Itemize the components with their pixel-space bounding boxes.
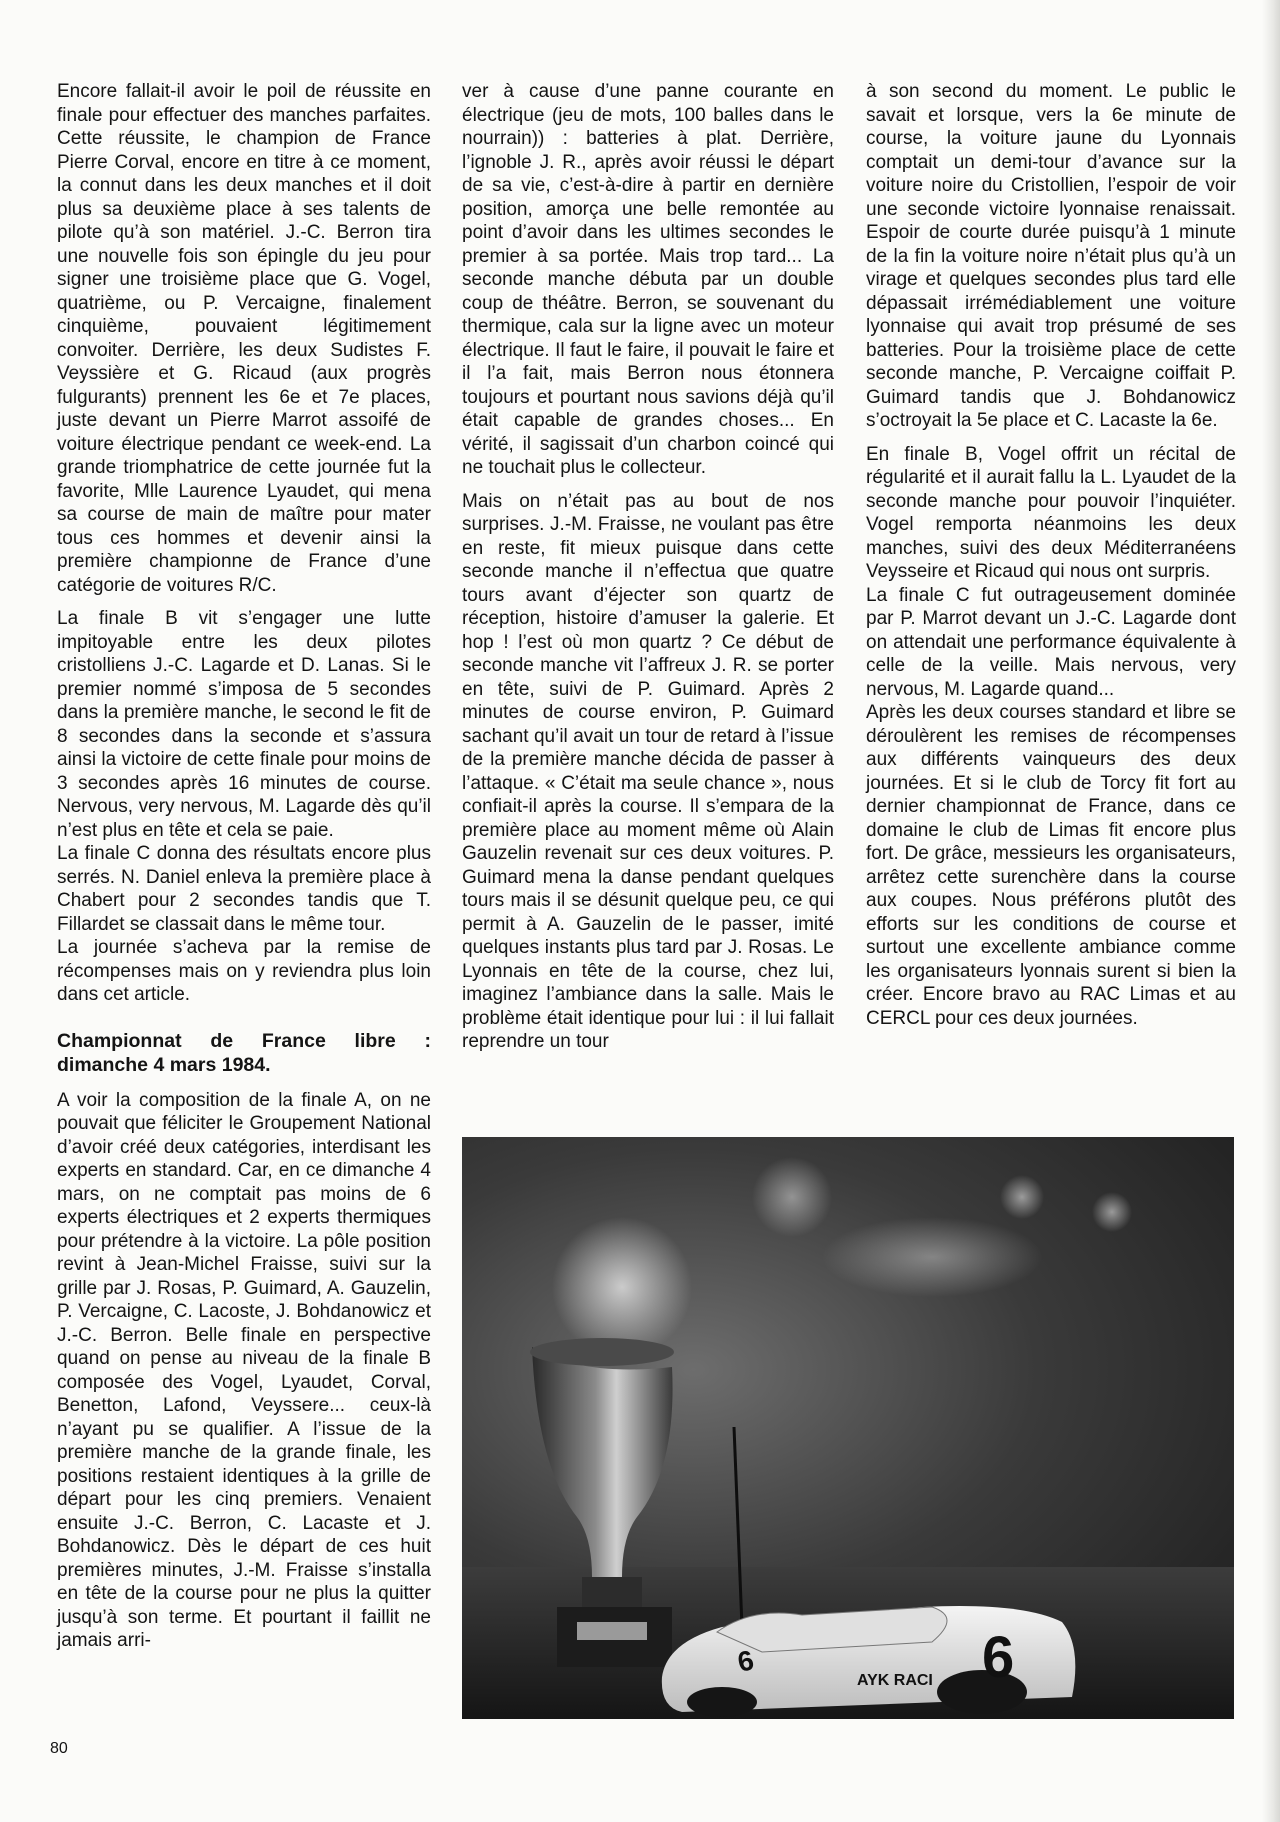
photo-illustration [462, 1137, 1234, 1719]
trophy-and-rc-car-photo [462, 1137, 1234, 1719]
paragraph: A voir la composition de la finale A, on ne pouvait que féliciter le Groupement National d’avoir créé deux catégories, interdisant les experts en standard. Car, en ce dimanche 4 mars, on ne comptait pas moins de 6 experts électriques et 2 experts thermiques pour prétendre à la victoire. La pôle position revint à Jean-Michel Fraisse, suivi sur la grille par J. Rosas, P. Guimard, A. Gauzelin, P. Vercaigne, C. Lacoste, J. Bohdanowicz et J.-C. Berron. Belle finale en perspective quand on pense au niveau de la finale B composée des Vogel, Lyaudet, Corval, Benetton, Lafond, Veyssere... ceux-là n’ayant pu se qualifier. A l’issue de la première manche de la grande finale, les positions restaient identiques à la grille de départ pour les cinq premiers. Venaient ensuite J.-C. Berron, C. Lacaste et J. Bohdanowicz. Dès le départ de ces huit premières minutes, J.-M. Fraisse s’installa en tête de la course pour ne plus la quitter jusqu’à son terme. Et pourtant il faillit ne jamais arri- [57, 1089, 431, 1651]
page-number: 80 [50, 1740, 68, 1757]
car-number-front: 6 [734, 1644, 757, 1678]
paragraph: En finale B, Vogel offrit un récital de régularité et il aurait fallu la L. Lyaudet de la seconde manche pour pouvoir l’inquiéter. Vogel remporta néanmoins les deux manches, suivi des deux Méditerranéens Veysseire et Ricaud qui nous ont surpris. [866, 443, 1236, 582]
paragraph: Mais on n’était pas au bout de nos surprises. J.-M. Fraisse, ne voulant pas être en reste, fit mieux puisque dans cette seconde manche il n’effectua que quatre tours avant d’éjecter son quartz de réception, histoire d’amuser la galerie. Et hop ! l’est où mon quartz ? Ce début de seconde manche vit l’affreux J. R. se porter en tête, suivi de P. Guimard. Après 2 minutes de course environ, P. Guimard sachant qu’il avait un tour de retard à l’issue de la première manche décida de passer à l’attaque. « C’était ma seule chance », nous confiait-il après la course. Il s’empara de la première place au moment même où Alain Gauzelin revenait sur ces deux voitures. P. Guimard mena la danse pendant quelques tours mais il se désunit quelque peu, ce qui permit à A. Gauzelin de le passer, imité quelques instants plus tard par J. Rosas. Le Lyonnais en tête de la course, chez lui, imaginez l’ambiance dans la salle. Mais le problème était identique pour lui : il lui fallait reprendre un tour [462, 490, 834, 1052]
paragraph: La finale B vit s’engager une lutte impitoyable entre les deux pilotes cristolliens J.-C. Lagarde et D. Lanas. Si le premier nommé s’imposa de 5 secondes dans la première manche, le second le fit de 8 secondes dans la seconde et s’assura ainsi la victoire de cette finale pour moins de 3 secondes après 16 minutes de course. Nervous, very nervous, M. Lagarde dès qu’il n’est plus en tête et cela se paie. [57, 608, 431, 841]
paragraph: La finale C donna des résultats encore plus serrés. N. Daniel enleva la première place à Chabert pour 2 secondes tandis que T. Fillardet se classait dans le même tour. [57, 843, 431, 935]
paragraph: Après les deux courses standard et libre se déroulèrent les remises de récompenses aux différents vainqueurs des deux journées. Et si le club de Torcy fit fort au dernier championnat de France, dans ce domaine le club de Limas fit encore plus fort. De grâce, messieurs les organisateurs, arrêtez cette surenchère dans la course aux coupes. Nous préférons plutôt des efforts sur les conditions de course et surtout une excellente ambiance comme les organisateurs lyonnais surent si bien la créer. Encore bravo au RAC Limas et au CERCL pour ces deux journées. [866, 702, 1236, 1029]
car-number-side: 6 [982, 1625, 1015, 1690]
section-heading: Championnat de France libre : dimanche 4 mars 1984. [57, 1029, 431, 1076]
car-sponsor-text: AYK RACI [857, 1672, 933, 1689]
bokeh-light [1000, 1175, 1044, 1219]
trophy-plaque [577, 1622, 647, 1640]
page-edge-shadow [1262, 0, 1280, 1822]
trophy-rim [530, 1338, 674, 1366]
paragraph: à son second du moment. Le public le savait et lorsque, vers la 6e minute de course, la voiture jaune du Lyonnais comptait un demi-tour d’avance sur la voiture noire du Cristollien, l’espoir de voir une seconde victoire lyonnaise renaissait. Espoir de courte durée puisqu’à 1 minute de la fin la voiture noire n’était plus qu’à un virage et quelques secondes plus tard elle dépassait irrémédiablement une voiture lyonnaise qui avait trop présumé de ses batteries. Pour la troisième place de cette seconde manche, P. Vercaigne coiffait P. Guimard tandis que J. Bohdanowicz s’octroyait la 5e place et C. Lacaste la 6e. [866, 81, 1236, 431]
paragraph: La finale C fut outrageusement dominée par P. Marrot devant un J.-C. Lagarde dont on attendait une performance équivalente à celle de la veille. Mais nervous, very nervous, M. Lagarde quand... [866, 584, 1236, 700]
paragraph: La journée s’acheva par la remise de récompenses mais on y reviendra plus loin dans cet article. [57, 937, 431, 1005]
bokeh-light [552, 1217, 692, 1357]
paragraph: ver à cause d’une panne courante en électrique (jeu de mots, 100 balles dans le nourrain)) : batteries à plat. Derrière, l’ignoble J. R., après avoir réussi le départ de sa vie, c’est-à-dire à partir en dernière position, amorça une belle remontée au point d’avoir dans les ultimes secondes le premier à sa portée. Mais trop tard... La seconde manche débuta par un double coup de théâtre. Berron, se souvenant du thermique, cala sur la ligne avec un moteur électrique. Il faut le faire, il pouvait le faire et il l’a fait, mais Berron nous étonnera toujours et pourtant nous savions déjà qu’il était capable de grandes choses... En vérité, il sagissait d’un charbon coincé qui ne touchait plus le collecteur. [462, 81, 834, 478]
trophy-cup [532, 1347, 673, 1577]
bokeh-light [822, 1217, 1042, 1297]
text-column-2 [462, 80, 834, 1064]
bokeh-light [752, 1157, 832, 1237]
text-column-3 [866, 80, 1236, 1030]
trophy-stem [582, 1577, 642, 1607]
text-column-1 [57, 80, 431, 1663]
paragraph: Encore fallait-il avoir le poil de réussite en finale pour effectuer des manches parfaites. Cette réussite, le champion de France Pierre Corval, encore en titre à ce moment, la connut dans les deux manches et il doit plus sa deuxième place à ses talents de pilote qu’à son matériel. J.-C. Berron tira une nouvelle fois son épingle du jeu pour signer une troisième place que G. Vogel, quatrième, ou P. Vercaigne, finalement cinquième, pouvaient légitimement convoiter. Derrière, les deux Sudistes F. Veyssière et G. Ricaud (aux progrès fulgurants) prennent les 6e et 7e places, juste devant un Pierre Marrot assoifé de voiture électrique pendant ce week-end. La grande triomphatrice de cette journée fut la favorite, Mlle Laurence Lyaudet, qui mena sa course de main de maître pour mater tous ces hommes et devenir ainsi la première championne de France d’une catégorie de voitures R/C. [57, 81, 431, 596]
rc-car-wheel [687, 1687, 757, 1717]
bokeh-light [1092, 1192, 1132, 1232]
